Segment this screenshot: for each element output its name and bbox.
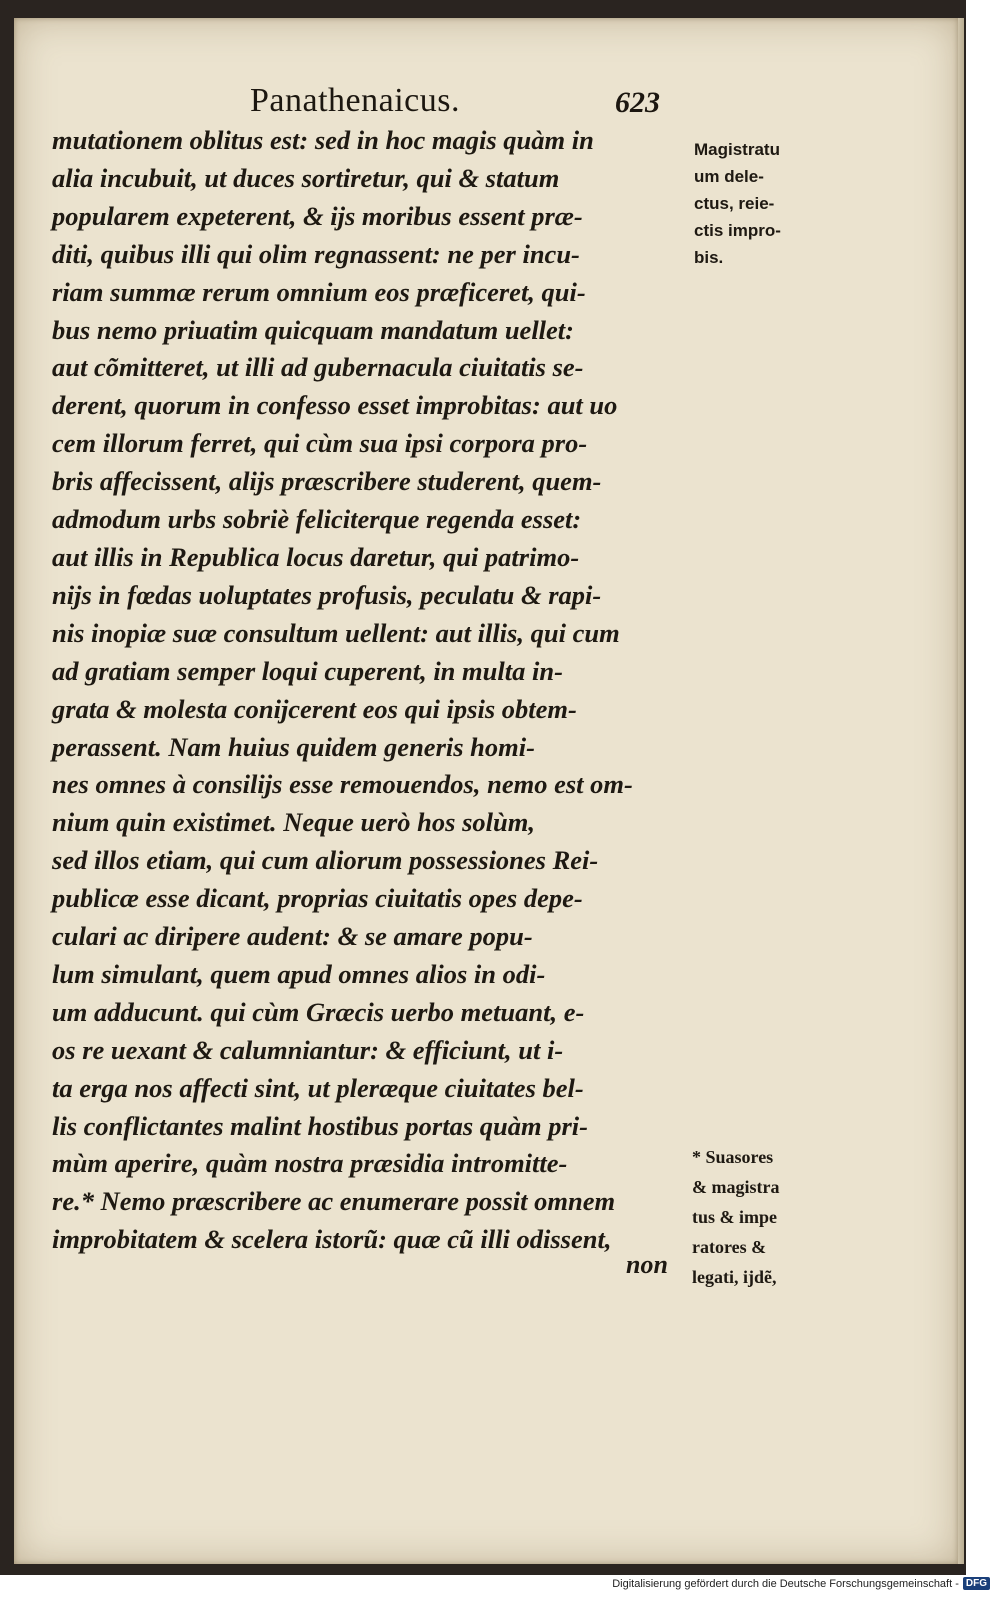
text-line: nes omnes à consilijs esse remouendos, nemo est om- — [52, 769, 633, 800]
text-line: sed illos etiam, qui cum aliorum possessiones Rei- — [52, 845, 599, 876]
text-line: mutationem oblitus est: sed in hoc magis quàm in — [52, 125, 594, 155]
margin-note-line: um dele- — [694, 167, 764, 186]
text-line: improbitatem & scelera istorũ: quæ cũ illi odissent, — [52, 1224, 612, 1255]
margin-note-line: Magistratu — [694, 140, 780, 159]
catchword: non — [626, 1250, 668, 1279]
digitization-footer — [612, 1577, 990, 1590]
margin-note-line: ratores & — [692, 1237, 767, 1257]
margin-note-line: tus & impe — [692, 1207, 777, 1227]
margin-note-line: & magistra — [692, 1177, 780, 1197]
text-line: bus nemo priuatim quicquam mandatum uellet: — [52, 314, 574, 345]
text-line: admodum urbs sobriè feliciterque regenda esset: — [52, 504, 582, 535]
text-line: perassent. Nam huius quidem generis homi- — [52, 731, 535, 762]
page-number: 623 — [615, 86, 660, 119]
text-line: lis conflictantes malint hostibus portas quàm pri- — [52, 1110, 588, 1141]
text-line: re.* Nemo præscribere ac enumerare possit omnem — [52, 1186, 616, 1217]
text-line: um adducunt. qui cùm Græcis uerbo metuant, e- — [52, 996, 585, 1027]
main-text-block — [52, 122, 682, 1259]
text-line: grata & molesta conijcerent eos qui ipsis obtem- — [52, 693, 577, 724]
text-line: diti, quibus illi qui olim regnassent: ne per incu- — [52, 238, 580, 269]
text-line: derent, quorum in confesso esset improbitas: aut uo — [52, 390, 618, 421]
text-line: ad gratiam semper loqui cuperent, in multa in- — [52, 655, 563, 686]
margin-note-suasores — [692, 1142, 779, 1292]
text-line: alia incubuit, ut duces sortiretur, qui & statum — [52, 162, 560, 193]
margin-note-magistrates — [694, 136, 781, 271]
text-line: aut cõmitteret, ut illi ad gubernacula ciuitatis se- — [52, 352, 584, 383]
margin-note-line: ctus, reie- — [694, 194, 775, 213]
text-line: ta erga nos affecti sint, ut pleræque ciuitates bel- — [52, 1072, 584, 1103]
text-line: mùm aperire, quàm nostra præsidia intromitte- — [52, 1148, 568, 1179]
text-line: nijs in fœdas uoluptates profusis, peculatu & rapi- — [52, 579, 602, 610]
margin-note-line: ctis impro- — [694, 221, 781, 240]
text-line: riam summæ rerum omnium eos præficeret, qui- — [52, 276, 586, 307]
margin-note-line: legati, ijdẽ, — [692, 1267, 777, 1287]
text-line: bris affecissent, alijs præscribere studerent, quem- — [52, 466, 602, 497]
text-line: nis inopiæ suæ consultum uellent: aut illis, qui cum — [52, 617, 620, 648]
margin-note-line: * Suasores — [692, 1147, 774, 1167]
text-line: nium quin existimet. Neque uerò hos solùm, — [52, 807, 535, 838]
text-line: aut illis in Republica locus daretur, qui patrimo- — [52, 541, 580, 572]
running-head: Panathenaicus. — [250, 82, 460, 119]
text-line: popularem expeterent, & ijs moribus essent præ- — [52, 200, 583, 231]
dfg-logo: DFG — [963, 1577, 990, 1590]
text-line: publicæ esse dicant, proprias ciuitatis opes depe- — [52, 883, 583, 914]
text-line: os re uexant & calumniantur: & efficiunt, ut i- — [52, 1034, 564, 1065]
text-line: culari ac diripere audent: & se amare popu- — [52, 921, 533, 952]
text-line: lum simulant, quem apud omnes alios in odi- — [52, 958, 546, 989]
margin-note-line: bis. — [694, 248, 724, 267]
page-edge — [958, 18, 964, 1564]
text-line: cem illorum ferret, qui cùm sua ipsi corpora pro- — [52, 428, 588, 459]
footer-text: Digitalisierung gefördert durch die Deutsche Forschungsgemeinschaft - — [612, 1577, 959, 1590]
